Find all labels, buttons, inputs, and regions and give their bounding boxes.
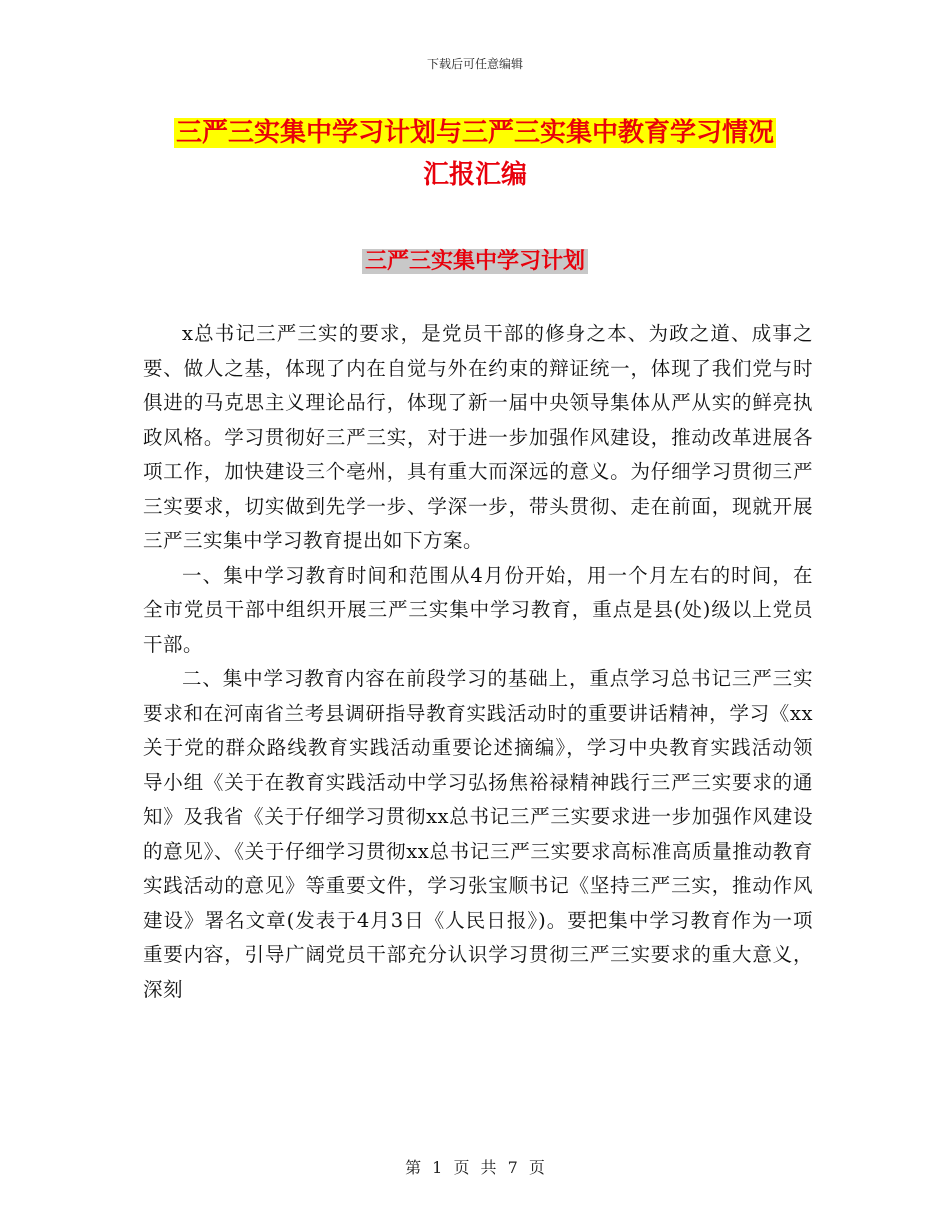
document-body — [143, 317, 813, 1007]
paragraph-content: 二、集中学习教育内容在前段学习的基础上，重点学习总书记三严三实要求和在河南省兰考县调研指导教育实践活动时的重要讲话精神，学习《xx关于党的群众路线教育实践活动重要论述摘编》，学习中央教育实践活动领导小组《关于在教育实践活动中学习弘扬焦裕禄精神践行三严三实要求的通知》及我省《关于仔细学习贯彻xx总书记三严三实要求进一步加强作风建设的意见》、《关于仔细学习贯彻xx总书记三严三实要求高标准高质量推动教育实践活动的意见》等重要文件，学习张宝顺书记《坚持三严三实，推动作风建设》署名文章(发表于4月3日《人民日报》)。要把集中学习教育作为一项重要内容，引导广阔党员干部充分认识学习贯彻三严三实要求的重大意义，深刻 — [143, 667, 813, 1001]
section-title-text: 三严三实集中学习计划 — [362, 249, 588, 274]
document-title — [150, 112, 800, 196]
section-title — [0, 246, 950, 278]
page-number: 第 1 页 共 7 页 — [405, 1158, 545, 1177]
header-note: 下载后可任意编辑 — [426, 57, 523, 71]
paragraph-intro: x总书记三严三实的要求，是党员干部的修身之本、为政之道、成事之要、做人之基，体现了内在自觉与外在约束的辩证统一，体现了我们党与时俱进的马克思主义理论品行，体现了新一届中央领导集体从严从实的鲜亮执政风格。学习贯彻好三严三实，对于进一步加强作风建设，推动改革进展各项工作，加快建设三个亳州，具有重大而深远的意义。为仔细学习贯彻三严三实要求，切实做到先学一步、学深一步，带头贯彻、走在前面，现就开展三严三实集中学习教育提出如下方案。 — [143, 322, 813, 552]
paragraph-time-scope: 一、集中学习教育时间和范围从4月份开始，用一个月左右的时间，在全市党员干部中组织开展三严三实集中学习教育，重点是县(处)级以上党员干部。 — [143, 563, 813, 656]
document-title-line-2: 汇报汇编 — [422, 160, 527, 190]
document-title-line-1: 三严三实集中学习计划与三严三实集中教育学习情况 — [175, 118, 774, 148]
